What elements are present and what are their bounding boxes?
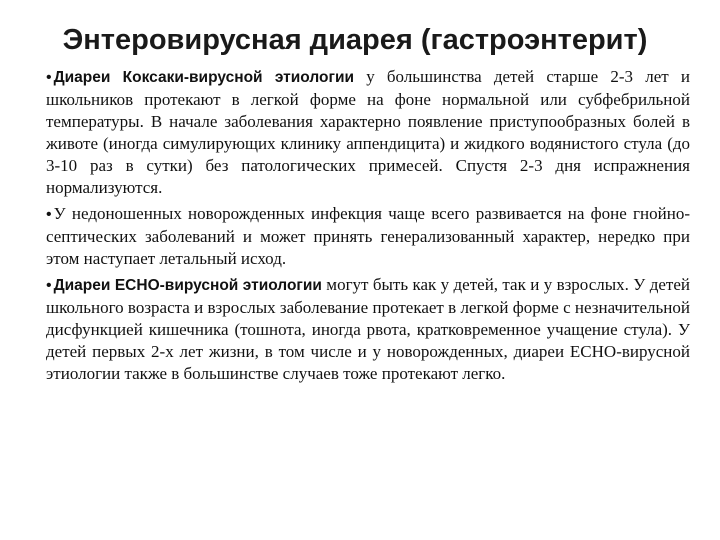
slide-content (46, 66, 690, 389)
paragraph-lead-echo: Диареи ЕСНО-вирусной этиологии (53, 277, 322, 294)
bullet-paragraph-echo (46, 274, 690, 385)
paragraph-text-echo: могут быть как у детей, так и у взрослых. У детей школьного возраста и взрослых заболевание протекает в легкой форме с незначительной дисфункцией кишечника (тошнота, иногда рвота, кратковременное учащение стула). У детей первых 2-х лет жизни, в том числе и у новорожденных, диареи ЕСНО-вирусной этиологии также в большинстве случаев тоже протекают легко. (46, 275, 690, 383)
bullet-paragraph-coxsackie (46, 66, 690, 199)
paragraph-text-coxsackie: у большинства детей старше 2-3 лет и школьников протекают в легкой форме на фоне нормальной или субфебрильной температуры. В начале заболевания характерно появление приступообразных болей в животе (иногда симулирующих клинику аппендицита) и жидкого водянистого стула (до 3-10 раз в сутки) без патологических примесей. Спустя 2-3 дня испражнения нормализуются. (46, 67, 690, 197)
bullet-marker: • (46, 69, 52, 86)
paragraph-text-premature: У недоношенных новорожденных инфекция чаще всего развивается на фоне гнойно-септических заболеваний и может принять генерализованный характер, нередко при этом наступает летальный исход. (46, 204, 690, 268)
paragraph-lead-coxsackie: Диареи Коксаки-вирусной этиологии (53, 69, 354, 86)
bullet-paragraph-premature (46, 203, 690, 270)
bullet-marker: • (46, 206, 52, 223)
bullet-marker: • (46, 277, 52, 294)
slide-title: Энтеровирусная диарея (гастроэнтерит) (62, 24, 648, 56)
